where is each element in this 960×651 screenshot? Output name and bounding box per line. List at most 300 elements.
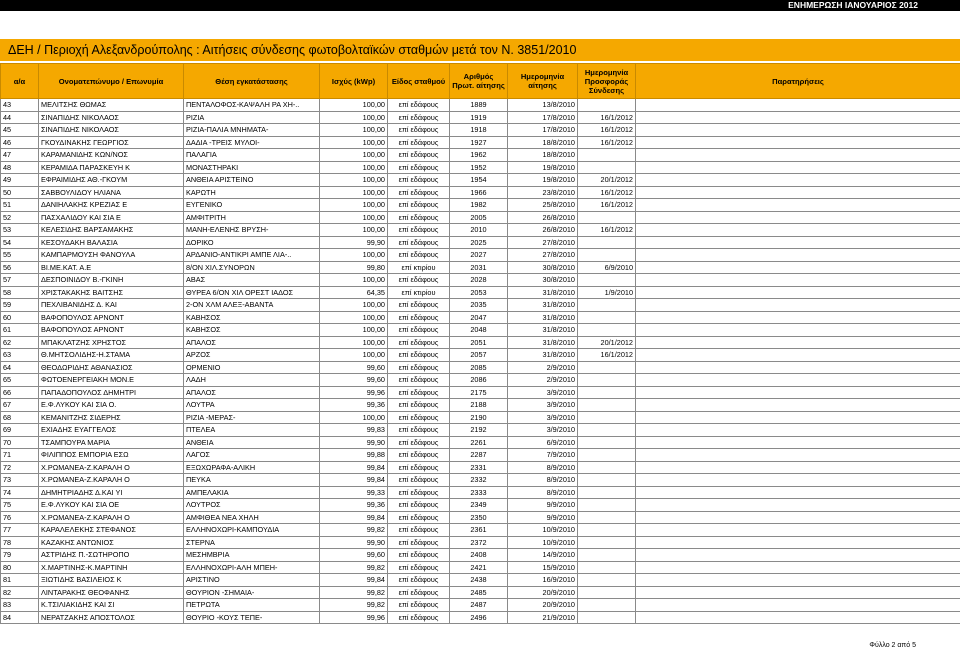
cell-notes: [636, 236, 960, 249]
cell-name: ΦΙΛΙΠΠΟΣ ΕΜΠΟΡΙΑ ΕΣΩ: [39, 449, 184, 462]
cell-name: ΣΑΒΒΟΥΛΙΔΟΥ ΗΛΙΑΝΑ: [39, 186, 184, 199]
cell-connection-offer-date: [578, 311, 636, 324]
cell-notes: [636, 436, 960, 449]
table-row: [1, 374, 960, 387]
cell-station-type: επί εδάφους: [388, 374, 450, 387]
cell-notes: [636, 286, 960, 299]
cell-power: 99,88: [320, 449, 388, 462]
cell-connection-offer-date: 16/1/2012: [578, 111, 636, 124]
cell-connection-offer-date: [578, 549, 636, 562]
cell-name: ΣΙΝΑΠΙΔΗΣ ΝΙΚΟΛΑΟΣ: [39, 111, 184, 124]
cell-name: ΕΦΡΑΙΜΙΔΗΣ ΑΘ.-ΓΚΟΥΜ: [39, 174, 184, 187]
cell-name: ΓΚΟΥΔΙΝΑΚΗΣ ΓΕΩΡΓΙΟΣ: [39, 136, 184, 149]
cell-aa: 47: [1, 149, 39, 162]
cell-station-type: επί εδάφους: [388, 249, 450, 262]
cell-aa: 80: [1, 561, 39, 574]
cell-power: 100,00: [320, 249, 388, 262]
cell-location: ΡΙΖΙΑ-ΠΑΛΙΑ ΜΝΗΜΑΤΑ-: [184, 124, 320, 137]
table-row: [1, 111, 960, 124]
table-row: [1, 549, 960, 562]
cell-aa: 81: [1, 574, 39, 587]
table-row: [1, 174, 960, 187]
cell-connection-offer-date: 20/1/2012: [578, 336, 636, 349]
cell-connection-offer-date: [578, 211, 636, 224]
cell-location: ΑΜΦΙΤΡΙΤΗ: [184, 211, 320, 224]
cell-power: 100,00: [320, 274, 388, 287]
cell-aa: 64: [1, 361, 39, 374]
cell-aa: 72: [1, 461, 39, 474]
cell-application-date: 18/8/2010: [508, 149, 578, 162]
table-row: [1, 599, 960, 612]
cell-name: ΚΑΡΑΛΕΛΕΚΗΣ ΣΤΕΦΑΝΟΣ: [39, 524, 184, 537]
table-row: [1, 149, 960, 162]
cell-connection-offer-date: 16/1/2012: [578, 349, 636, 362]
cell-name: ΚΑΖΑΚΗΣ ΑΝΤΩΝΙΟΣ: [39, 536, 184, 549]
cell-notes: [636, 486, 960, 499]
table-row: [1, 199, 960, 212]
cell-notes: [636, 111, 960, 124]
cell-connection-offer-date: [578, 499, 636, 512]
cell-application-date: 17/8/2010: [508, 124, 578, 137]
cell-power: 99,82: [320, 599, 388, 612]
cell-location: ΔΟΡΙΚΟ: [184, 236, 320, 249]
cell-location: 8/ΟΝ ΧΙΛ.ΣΥΝΟΡΩΝ: [184, 261, 320, 274]
header-location: Θέση εγκατάστασης: [184, 64, 320, 99]
cell-notes: [636, 174, 960, 187]
cell-location: ΑΜΦΙΘΕΑ ΝΕΑ ΧΗΛΗ: [184, 511, 320, 524]
cell-application-date: 27/8/2010: [508, 249, 578, 262]
cell-name: ΒΙ.ΜΕ.ΚΑΤ. Α.Ε: [39, 261, 184, 274]
table-row: [1, 186, 960, 199]
table-row: [1, 361, 960, 374]
cell-power: 99,84: [320, 574, 388, 587]
cell-notes: [636, 461, 960, 474]
cell-application-date: 25/8/2010: [508, 199, 578, 212]
cell-protocol-number: 2188: [450, 399, 508, 412]
cell-location: ΛΑΓΟΣ: [184, 449, 320, 462]
cell-station-type: επί εδάφους: [388, 574, 450, 587]
cell-protocol-number: 2051: [450, 336, 508, 349]
cell-protocol-number: 2287: [450, 449, 508, 462]
cell-protocol-number: 1918: [450, 124, 508, 137]
cell-name: Χ.ΡΩΜΑΝΕΑ-Ζ.ΚΑΡΑΛΗ Ο: [39, 474, 184, 487]
cell-connection-offer-date: [578, 99, 636, 112]
cell-protocol-number: 2350: [450, 511, 508, 524]
cell-notes: [636, 349, 960, 362]
cell-notes: [636, 374, 960, 387]
cell-station-type: επί εδάφους: [388, 174, 450, 187]
cell-notes: [636, 586, 960, 599]
table-row: [1, 474, 960, 487]
cell-name: ΜΠΑΚΛΑΤΖΗΣ ΧΡΗΣΤΟΣ: [39, 336, 184, 349]
cell-notes: [636, 299, 960, 312]
cell-station-type: επί εδάφους: [388, 324, 450, 337]
cell-protocol-number: 1919: [450, 111, 508, 124]
cell-protocol-number: 1889: [450, 99, 508, 112]
cell-location: ΑΜΠΕΛΑΚΙΑ: [184, 486, 320, 499]
cell-protocol-number: 2053: [450, 286, 508, 299]
header-station-type: Είδος σταθμού: [388, 64, 450, 99]
table-row: [1, 349, 960, 362]
cell-aa: 58: [1, 286, 39, 299]
cell-connection-offer-date: 16/1/2012: [578, 199, 636, 212]
cell-protocol-number: 2031: [450, 261, 508, 274]
cell-notes: [636, 249, 960, 262]
cell-station-type: επί εδάφους: [388, 161, 450, 174]
cell-location: ΘΟΥΡΙΟΝ -ΣΗΜΑΙΑ-: [184, 586, 320, 599]
cell-name: Χ.ΡΩΜΑΝΕΑ-Ζ.ΚΑΡΑΛΗ Ο: [39, 511, 184, 524]
cell-protocol-number: 2025: [450, 236, 508, 249]
cell-name: ΚΑΜΠΑΡΜΟΥΣΗ ΦΑΝΟΥΛΑ: [39, 249, 184, 262]
cell-location: ΜΑΝΗ-ΕΛΕΝΗΣ ΒΡΥΣΗ-: [184, 224, 320, 237]
cell-station-type: επί εδάφους: [388, 199, 450, 212]
cell-station-type: επί εδάφους: [388, 536, 450, 549]
cell-protocol-number: 2010: [450, 224, 508, 237]
cell-protocol-number: 2485: [450, 586, 508, 599]
cell-location: ΑΠΑΛΟΣ: [184, 386, 320, 399]
cell-protocol-number: 2175: [450, 386, 508, 399]
cell-name: ΣΙΝΑΠΙΔΗΣ ΝΙΚΟΛΑΟΣ: [39, 124, 184, 137]
cell-power: 99,60: [320, 549, 388, 562]
cell-connection-offer-date: [578, 524, 636, 537]
cell-protocol-number: 1954: [450, 174, 508, 187]
cell-name: ΔΗΜΗΤΡΙΑΔΗΣ Δ.ΚΑΙ ΥΙ: [39, 486, 184, 499]
cell-location: ΔΑΔΙΑ -ΤΡΕΙΣ ΜΥΛΟΙ-: [184, 136, 320, 149]
table-row: [1, 274, 960, 287]
cell-aa: 46: [1, 136, 39, 149]
table-row: [1, 161, 960, 174]
cell-power: 99,60: [320, 361, 388, 374]
cell-protocol-number: 2028: [450, 274, 508, 287]
cell-aa: 53: [1, 224, 39, 237]
cell-location: ΟΡΜΕΝΙΟ: [184, 361, 320, 374]
cell-connection-offer-date: [578, 324, 636, 337]
cell-name: ΚΕΜΑΝΙΤΖΗΣ ΣΙΔΕΡΗΣ: [39, 411, 184, 424]
cell-name: ΛΙΝΤΑΡΑΚΗΣ ΘΕΟΦΑΝΗΣ: [39, 586, 184, 599]
cell-aa: 60: [1, 311, 39, 324]
cell-aa: 70: [1, 436, 39, 449]
cell-protocol-number: 2361: [450, 524, 508, 537]
cell-connection-offer-date: [578, 461, 636, 474]
cell-aa: 83: [1, 599, 39, 612]
cell-connection-offer-date: [578, 511, 636, 524]
cell-application-date: 31/8/2010: [508, 311, 578, 324]
cell-notes: [636, 224, 960, 237]
cell-aa: 82: [1, 586, 39, 599]
cell-name: ΤΣΑΜΠΟΥΡΑ ΜΑΡΙΑ: [39, 436, 184, 449]
cell-power: 99,60: [320, 374, 388, 387]
table-row: [1, 561, 960, 574]
table-row: [1, 324, 960, 337]
cell-connection-offer-date: [578, 574, 636, 587]
cell-application-date: 30/8/2010: [508, 274, 578, 287]
cell-notes: [636, 199, 960, 212]
cell-location: ΠΕΤΡΩΤΑ: [184, 599, 320, 612]
cell-station-type: επί εδάφους: [388, 599, 450, 612]
cell-application-date: 23/8/2010: [508, 186, 578, 199]
cell-station-type: επί εδάφους: [388, 111, 450, 124]
cell-location: ΛΟΥΤΡΟΣ: [184, 499, 320, 512]
cell-power: 99,80: [320, 261, 388, 274]
cell-location: ΣΤΕΡΝΑ: [184, 536, 320, 549]
table-row: [1, 311, 960, 324]
cell-application-date: 8/9/2010: [508, 474, 578, 487]
cell-aa: 56: [1, 261, 39, 274]
table-row: [1, 211, 960, 224]
cell-power: 100,00: [320, 186, 388, 199]
cell-notes: [636, 274, 960, 287]
cell-connection-offer-date: 1/9/2010: [578, 286, 636, 299]
cell-aa: 61: [1, 324, 39, 337]
cell-station-type: επί κτιρίου: [388, 261, 450, 274]
cell-station-type: επί εδάφους: [388, 224, 450, 237]
table-header-row: [1, 64, 960, 99]
cell-application-date: 14/9/2010: [508, 549, 578, 562]
table-row: [1, 574, 960, 587]
cell-aa: 75: [1, 499, 39, 512]
cell-application-date: 8/9/2010: [508, 486, 578, 499]
cell-notes: [636, 599, 960, 612]
cell-name: Χ.ΜΑΡΤΙΝΗΣ-Κ.ΜΑΡΤΙΝΗ: [39, 561, 184, 574]
cell-station-type: επί εδάφους: [388, 386, 450, 399]
table-row: [1, 611, 960, 624]
cell-station-type: επί εδάφους: [388, 586, 450, 599]
cell-connection-offer-date: [578, 486, 636, 499]
cell-name: ΞΙΩΤΙΔΗΣ ΒΑΣΙΛΕΙΟΣ Κ: [39, 574, 184, 587]
cell-location: ΑΠΑΛΟΣ: [184, 336, 320, 349]
cell-location: ΠΤΕΛΕΑ: [184, 424, 320, 437]
cell-aa: 43: [1, 99, 39, 112]
cell-protocol-number: 2027: [450, 249, 508, 262]
cell-station-type: επί εδάφους: [388, 411, 450, 424]
cell-notes: [636, 411, 960, 424]
cell-location: ΘΟΥΡΙΟ -ΚΟΥΣ ΤΕΠΕ-: [184, 611, 320, 624]
header-application-date: Ημερομηνία αίτησης: [508, 64, 578, 99]
cell-aa: 66: [1, 386, 39, 399]
cell-connection-offer-date: [578, 611, 636, 624]
cell-name: ΚΕΣΟΥΔΑΚΗ ΒΑΛΑΣΙΑ: [39, 236, 184, 249]
cell-station-type: επί εδάφους: [388, 511, 450, 524]
cell-application-date: 10/9/2010: [508, 536, 578, 549]
cell-station-type: επί εδάφους: [388, 299, 450, 312]
cell-connection-offer-date: [578, 436, 636, 449]
cell-name: Κ.ΤΣΙΛΙΑΚΙΔΗΣ ΚΑΙ ΣΙ: [39, 599, 184, 612]
cell-power: 100,00: [320, 336, 388, 349]
cell-name: ΘΕΟΔΩΡΙΔΗΣ ΑΘΑΝΑΣΙΟΣ: [39, 361, 184, 374]
cell-application-date: 16/9/2010: [508, 574, 578, 587]
table-row: [1, 299, 960, 312]
cell-application-date: 9/9/2010: [508, 511, 578, 524]
cell-station-type: επί εδάφους: [388, 149, 450, 162]
cell-application-date: 8/9/2010: [508, 461, 578, 474]
cell-aa: 50: [1, 186, 39, 199]
cell-aa: 69: [1, 424, 39, 437]
table-row: [1, 286, 960, 299]
cell-protocol-number: 2332: [450, 474, 508, 487]
cell-aa: 49: [1, 174, 39, 187]
cell-name: ΠΑΣΧΑΛΙΔΟΥ ΚΑΙ ΣΙΑ Ε: [39, 211, 184, 224]
cell-aa: 62: [1, 336, 39, 349]
cell-station-type: επί εδάφους: [388, 486, 450, 499]
cell-notes: [636, 99, 960, 112]
cell-application-date: 31/8/2010: [508, 286, 578, 299]
cell-protocol-number: 2057: [450, 349, 508, 362]
cell-protocol-number: 1952: [450, 161, 508, 174]
cell-application-date: 3/9/2010: [508, 411, 578, 424]
cell-aa: 63: [1, 349, 39, 362]
cell-aa: 55: [1, 249, 39, 262]
cell-power: 99,36: [320, 499, 388, 512]
cell-location: ΠΕΝΤΑΛΟΦΟΣ-ΚΑΨΑΛΗ ΡΑ ΧΗ-..: [184, 99, 320, 112]
cell-protocol-number: 2085: [450, 361, 508, 374]
cell-station-type: επί εδάφους: [388, 136, 450, 149]
table-row: [1, 499, 960, 512]
table-row: [1, 536, 960, 549]
cell-protocol-number: 2438: [450, 574, 508, 587]
cell-application-date: 27/8/2010: [508, 236, 578, 249]
cell-notes: [636, 149, 960, 162]
cell-application-date: 3/9/2010: [508, 386, 578, 399]
cell-name: ΚΕΛΕΣΙΔΗΣ ΒΑΡΣΑΜΑΚΗΣ: [39, 224, 184, 237]
cell-power: 99,96: [320, 386, 388, 399]
top-banner-bar: [0, 0, 960, 11]
cell-protocol-number: 2048: [450, 324, 508, 337]
cell-station-type: επί εδάφους: [388, 499, 450, 512]
cell-protocol-number: 2372: [450, 536, 508, 549]
cell-power: 100,00: [320, 124, 388, 137]
page-title: ΔΕΗ / Περιοχή Αλεξανδρούπολης : Αιτήσεις σύνδεσης φωτοβολταϊκών σταθμών μετά τον Ν. 3851/2010: [8, 43, 577, 57]
cell-connection-offer-date: [578, 561, 636, 574]
cell-location: ΕΥΓΕΝΙΚΟ: [184, 199, 320, 212]
table-row: [1, 436, 960, 449]
cell-application-date: 30/8/2010: [508, 261, 578, 274]
cell-connection-offer-date: [578, 374, 636, 387]
cell-connection-offer-date: [578, 536, 636, 549]
cell-aa: 67: [1, 399, 39, 412]
cell-notes: [636, 324, 960, 337]
cell-protocol-number: 2086: [450, 374, 508, 387]
cell-application-date: 2/9/2010: [508, 374, 578, 387]
cell-power: 99,90: [320, 436, 388, 449]
cell-notes: [636, 449, 960, 462]
cell-protocol-number: 1966: [450, 186, 508, 199]
cell-aa: 84: [1, 611, 39, 624]
cell-power: 100,00: [320, 211, 388, 224]
page-title-bar: [0, 39, 960, 61]
cell-station-type: επί εδάφους: [388, 211, 450, 224]
cell-notes: [636, 186, 960, 199]
cell-application-date: 3/9/2010: [508, 399, 578, 412]
cell-name: ΔΑΝΙΗΛΑΚΗΣ ΚΡΕΖΙΑΣ Ε: [39, 199, 184, 212]
cell-application-date: 17/8/2010: [508, 111, 578, 124]
cell-notes: [636, 311, 960, 324]
cell-notes: [636, 424, 960, 437]
cell-station-type: επί εδάφους: [388, 361, 450, 374]
cell-protocol-number: 2035: [450, 299, 508, 312]
table-row: [1, 261, 960, 274]
cell-connection-offer-date: [578, 586, 636, 599]
cell-power: 100,00: [320, 99, 388, 112]
header-name: Ονοματεπώνυμο / Επωνυμία: [39, 64, 184, 99]
table-row: [1, 461, 960, 474]
cell-notes: [636, 611, 960, 624]
cell-location: ΑΝΘΕΙΑ ΑΡΙΣΤΕΙΝΟ: [184, 174, 320, 187]
cell-location: ΑΝΘΕΙΑ: [184, 436, 320, 449]
cell-application-date: 31/8/2010: [508, 299, 578, 312]
cell-station-type: επί εδάφους: [388, 274, 450, 287]
cell-aa: 76: [1, 511, 39, 524]
cell-station-type: επί εδάφους: [388, 236, 450, 249]
cell-power: 99,84: [320, 474, 388, 487]
cell-name: Ε.Φ.ΛΥΚΟΥ ΚΑΙ ΣΙΑ ΟΕ: [39, 499, 184, 512]
cell-notes: [636, 474, 960, 487]
cell-aa: 45: [1, 124, 39, 137]
cell-protocol-number: 2496: [450, 611, 508, 624]
cell-station-type: επί εδάφους: [388, 349, 450, 362]
cell-name: ΜΕΛΙΤΣΗΣ ΘΩΜΑΣ: [39, 99, 184, 112]
cell-location: 2-ΟΝ ΧΛΜ ΑΛΕΞ-ΑΒΑΝΤΑ: [184, 299, 320, 312]
cell-location: ΚΑΡΩΤΗ: [184, 186, 320, 199]
cell-name: ΝΕΡΑΤΖΑΚΗΣ ΑΠΟΣΤΟΛΟΣ: [39, 611, 184, 624]
cell-aa: 77: [1, 524, 39, 537]
cell-power: 64,35: [320, 286, 388, 299]
cell-protocol-number: 2047: [450, 311, 508, 324]
cell-notes: [636, 136, 960, 149]
cell-notes: [636, 511, 960, 524]
header-connection-offer-date: Ημερομηνία Προσφοράς Σύνδεσης: [578, 64, 636, 99]
cell-notes: [636, 336, 960, 349]
cell-location: ΜΟΝΑΣΤΗΡΑΚΙ: [184, 161, 320, 174]
cell-application-date: 9/9/2010: [508, 499, 578, 512]
applications-table: [0, 63, 960, 624]
cell-application-date: 7/9/2010: [508, 449, 578, 462]
cell-connection-offer-date: 16/1/2012: [578, 136, 636, 149]
cell-notes: [636, 211, 960, 224]
cell-power: 99,96: [320, 611, 388, 624]
cell-power: 100,00: [320, 299, 388, 312]
cell-connection-offer-date: 16/1/2012: [578, 124, 636, 137]
cell-location: ΑΡΖΟΣ: [184, 349, 320, 362]
cell-name: ΦΩΤΟΕΝΕΡΓΕΙΑΚΗ ΜΟΝ.Ε: [39, 374, 184, 387]
cell-location: ΡΙΖΙΑ -ΜΕΡΑΣ-: [184, 411, 320, 424]
cell-station-type: επί εδάφους: [388, 399, 450, 412]
cell-protocol-number: 2192: [450, 424, 508, 437]
cell-power: 100,00: [320, 136, 388, 149]
cell-connection-offer-date: [578, 249, 636, 262]
cell-application-date: 31/8/2010: [508, 349, 578, 362]
cell-aa: 71: [1, 449, 39, 462]
cell-aa: 57: [1, 274, 39, 287]
table-row: [1, 586, 960, 599]
cell-power: 99,83: [320, 424, 388, 437]
cell-protocol-number: 2261: [450, 436, 508, 449]
cell-notes: [636, 499, 960, 512]
cell-connection-offer-date: 16/1/2012: [578, 186, 636, 199]
cell-location: ΚΑΒΗΣΟΣ: [184, 324, 320, 337]
cell-protocol-number: 2408: [450, 549, 508, 562]
cell-connection-offer-date: [578, 299, 636, 312]
cell-connection-offer-date: [578, 474, 636, 487]
cell-name: Θ.ΜΗΤΣΟΛΙΔΗΣ-Η.ΣΤΑΜΑ: [39, 349, 184, 362]
cell-station-type: επί εδάφους: [388, 461, 450, 474]
cell-location: ΛΑΔΗ: [184, 374, 320, 387]
update-banner-text: ΕΝΗΜΕΡΩΣΗ ΙΑΝΟΥΑΡΙΟΣ 2012: [788, 0, 918, 10]
cell-aa: 65: [1, 374, 39, 387]
header-notes: Παρατηρήσεις: [636, 64, 960, 99]
cell-application-date: 26/8/2010: [508, 224, 578, 237]
cell-station-type: επί εδάφους: [388, 474, 450, 487]
cell-power: 100,00: [320, 324, 388, 337]
